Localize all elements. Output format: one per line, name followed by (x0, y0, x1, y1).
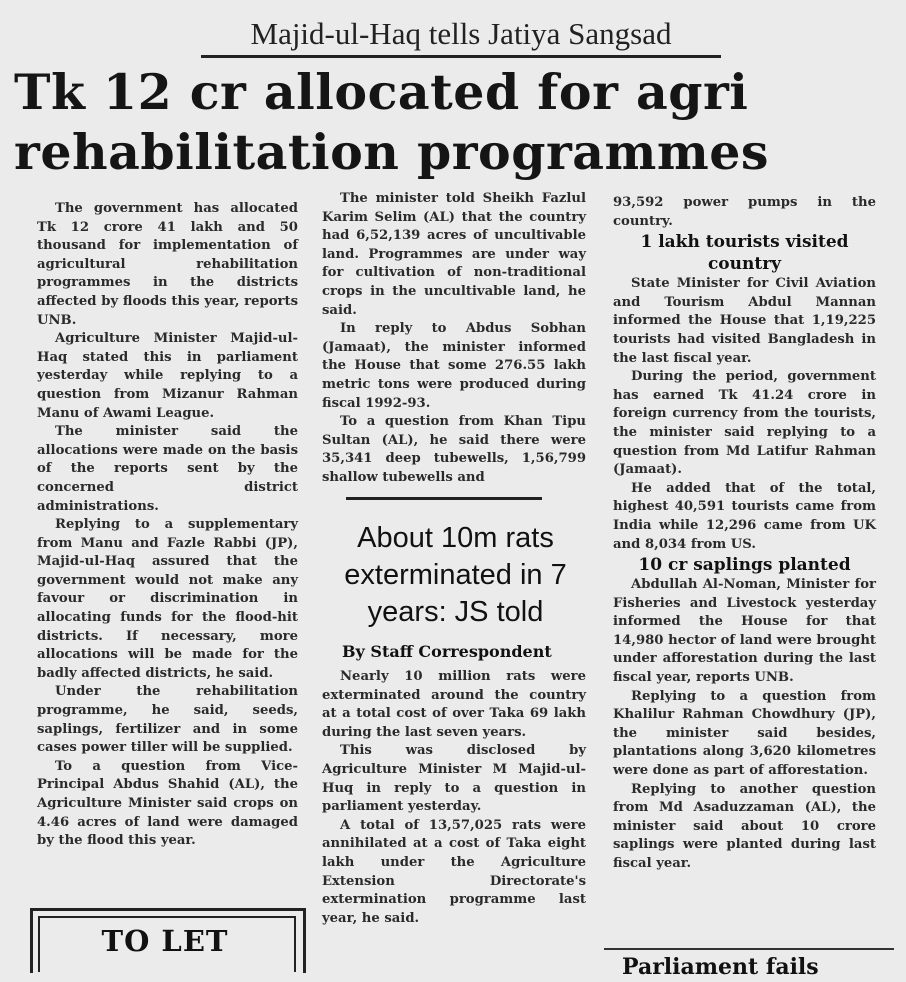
section-divider (346, 497, 542, 500)
paragraph: State Minister for Civil Aviation and Tourism Abdul Mannan informed the House that 1,19,225 tourists had visited Bangladesh in the last fiscal year. (613, 276, 876, 366)
bottom-divider (604, 948, 894, 950)
article-headline (14, 62, 899, 182)
paragraph: A total of 13,57,025 rats were annihilated at a cost of Taka eight lakh under the Agriculture Extension Directorate's extermination programme last year, he said. (322, 817, 586, 926)
subhead-saplings: 10 cr saplings planted (638, 555, 851, 576)
paragraph: Replying to another question from Md Asaduzzaman (AL), the minister said about 10 crore saplings were planted during last fiscal year. (613, 781, 876, 871)
column-2 (322, 190, 586, 488)
paragraph: To a question from Khan Tipu Sultan (AL), he said there were 35,341 deep tubewells, 1,56,799 shallow tubewells and (322, 414, 586, 485)
paragraph: The minister told Sheikh Fazlul Karim Selim (AL) that the country had 6,52,139 acres of uncultivable land. Programmes are under way for cultivation of non-traditional crops in the uncultivable land, he said. (322, 191, 586, 318)
paragraph: To a question from Vice-Principal Abdus Shahid (AL), the Agriculture Minister said crops on 4.46 acres of land were damaged by the flood this year. (37, 758, 298, 849)
paragraph: Under the rehabilitation programme, he said, seeds, saplings, fertilizer and in some cases power tiller will be supplied. (37, 684, 298, 756)
headline-line-2: rehabilitation programmes (14, 123, 770, 181)
to-let-ad: TO LET (101, 924, 229, 958)
paragraph: The government has allocated Tk 12 crore 41 lakh and 50 thousand for implementation of agricultural rehabilitation programmes in the districts affected by floods this year, reports UNB. (37, 201, 298, 328)
paragraph: Agriculture Minister Majid-ul-Haq stated this in parliament yesterday while replying to a question from Mizanur Rahman Manu of Awami League. (37, 331, 298, 421)
paragraph: During the period, government has earned Tk 41.24 crore in foreign currency from the tourists, the minister said replying to a question from Md Latifur Rahman (Jamaat). (613, 369, 876, 478)
byline: By Staff Correspondent (342, 642, 552, 661)
paragraph: Nearly 10 million rats were exterminated around the country at a total cost of over Taka 69 lakh during the last seven years. (322, 669, 586, 740)
column-1 (37, 200, 298, 851)
headline-line-1: Tk 12 cr allocated for agri (14, 63, 749, 121)
paragraph: In reply to Abdus Sobhan (Jamaat), the minister informed the House that some 276.55 lakh metric tons were produced during fiscal 1992-93. (322, 321, 586, 411)
paragraph: Replying to a supplementary from Manu and Fazle Rabbi (JP), Majid-ul-Haq assured that the government would not make any favour or discrimination in allocating funds for the flood-hit districts. If necessary, more allocations will be made for the badly affected districts, he said. (37, 517, 298, 681)
paragraph: He added that of the total, highest 40,591 tourists came from India while 12,296 came from UK and 8,034 from US. (613, 480, 876, 552)
paragraph: Replying to a question from Khalilur Rahman Chowdhury (JP), the minister said besides, plantations along 3,620 kilometres were done as part of afforestation. (613, 688, 876, 779)
rats-headline: About 10m rats exterminated in 7 years: JS told (344, 522, 567, 628)
paragraph: The minister said the allocations were made on the basis of the reports sent by the concerned district administrations. (37, 424, 298, 514)
column-3 (613, 194, 876, 874)
paragraph: This was disclosed by Agriculture Minister M Majid-ul-Huq in reply to a question in parliament yesterday. (322, 743, 586, 815)
rats-article-body (322, 668, 586, 928)
cutoff-headline: Parliament fails (622, 954, 819, 980)
paragraph: 93,592 power pumps in the country. (613, 195, 876, 229)
paragraph: Abdullah Al-Noman, Minister for Fisheries and Livestock yesterday informed the House for that 14,980 hector of land were brought under afforestation during the last fiscal year, reports UNB. (613, 577, 876, 686)
subhead-tourists: 1 lakh tourists visited country (640, 232, 849, 275)
article-kicker: Majid-ul-Haq tells Jatiya Sangsad (201, 14, 721, 58)
